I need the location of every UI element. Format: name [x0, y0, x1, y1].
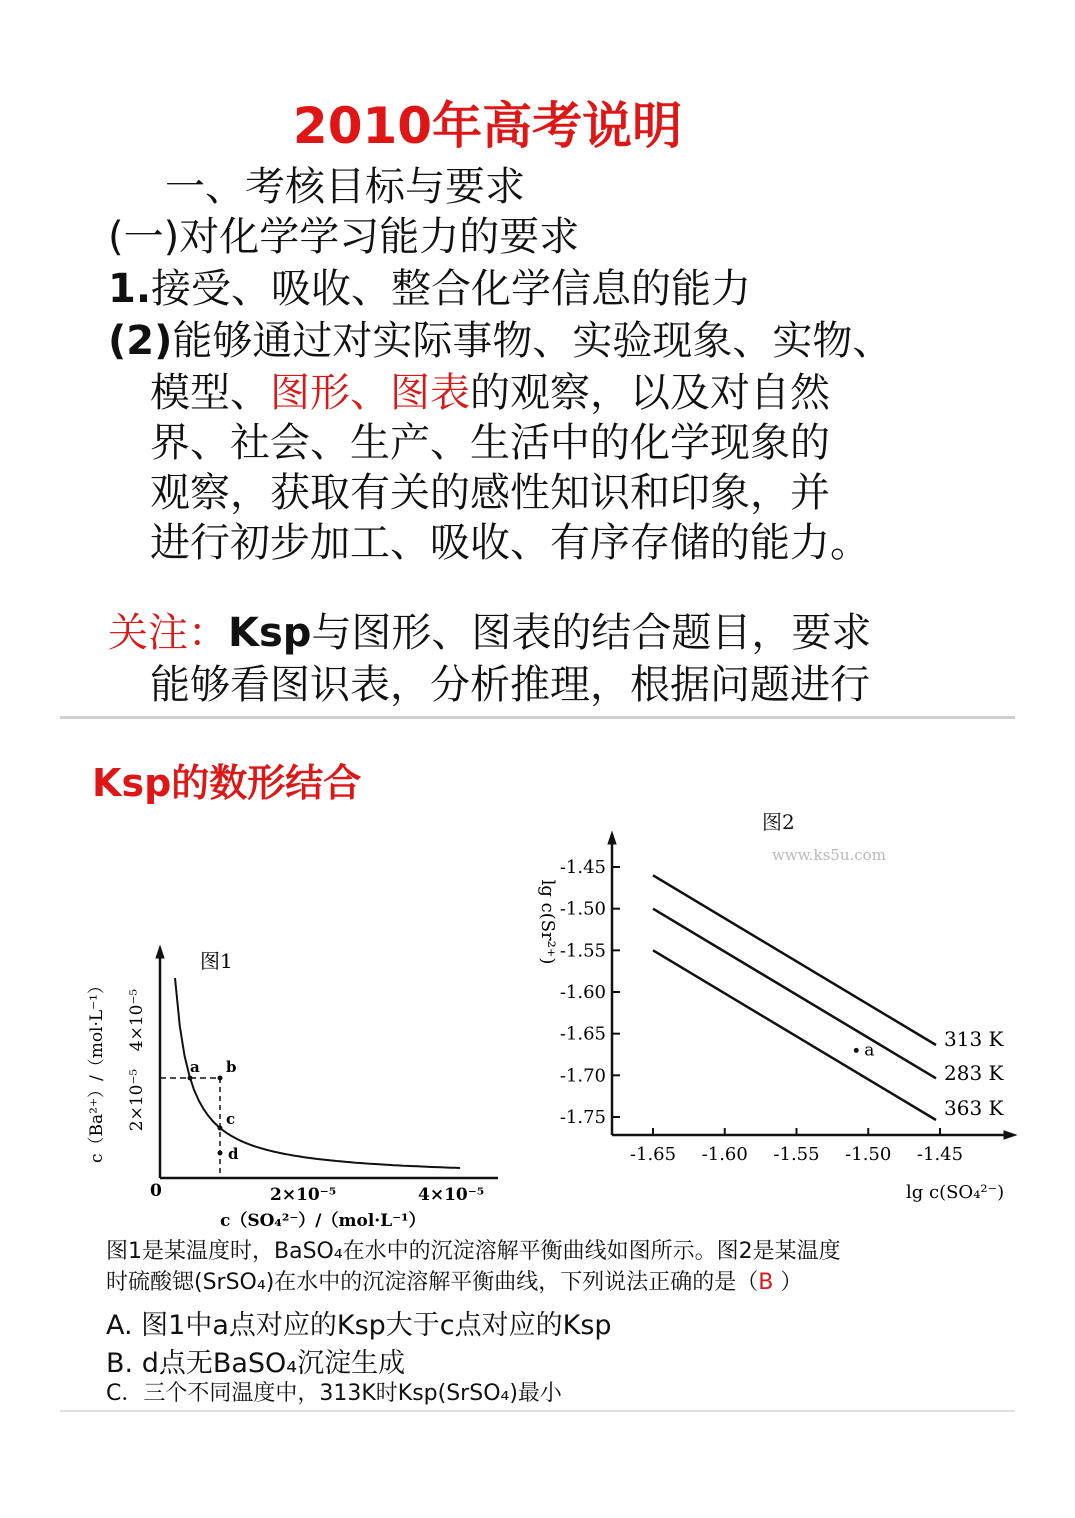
fig1-point-a	[188, 1076, 193, 1081]
fig2-x-arrow	[1004, 1131, 1016, 1139]
fig2-point-a	[854, 1048, 859, 1053]
fig1-point-d	[218, 1151, 223, 1156]
option-b: B. d点无BaSO₄沉淀生成	[106, 1348, 406, 1379]
fig1-point-label-b: b	[226, 1058, 237, 1076]
note-label: 关注：	[108, 610, 228, 656]
para-line2-b: 的观察，以及对自然	[470, 370, 830, 416]
para-line-5: 进行初步加工、吸收、有序存储的能力。	[150, 520, 870, 566]
fig1-point-label-a: a	[190, 1058, 200, 1076]
fig2-y-arrow	[608, 832, 616, 844]
fig1-point-c	[218, 1126, 223, 1131]
fig1-ytick-4: 4×10⁻⁵	[127, 988, 147, 1052]
fig2-series-label: 363 K	[944, 1096, 1004, 1120]
fig2-ytick-label: -1.75	[559, 1107, 606, 1128]
heading-ability-requirements	[108, 212, 579, 262]
fig2-ylabel: lg c(Sr²⁺)	[537, 879, 558, 965]
note-line-1	[108, 608, 871, 658]
para-line1-text: 能够通过对实际事物、实验现象、实物、	[172, 318, 893, 364]
fig1-label: 图1	[200, 949, 233, 973]
fig2-xtick-label: -1.60	[701, 1144, 748, 1165]
fig2-line-363k	[653, 950, 936, 1120]
fig2-watermark: www.ks5u.com	[772, 846, 886, 864]
figure1-chart	[80, 940, 520, 1240]
option-c: C．三个不同温度中，313K时Ksp(SrSO₄)最小	[106, 1381, 562, 1406]
fig2-ytick-label: -1.55	[559, 940, 606, 962]
fig2-point-label-a: a	[864, 1040, 875, 1061]
para-prefix: (2)	[108, 318, 173, 364]
para-line-2	[150, 368, 830, 418]
fig2-series-label: 313 K	[944, 1027, 1004, 1051]
fig2-ytick-label: -1.50	[559, 898, 606, 920]
heading3-text: 接受、吸收、整合化学信息的能力	[151, 266, 752, 312]
question-line2-a: 时硫酸锶(SrSO₄)在水中的沉淀溶解平衡曲线，下列说法正确的是（	[106, 1270, 759, 1295]
fig1-point-label-c: c	[226, 1110, 236, 1128]
fig1-point-b	[218, 1076, 223, 1081]
fig2-ytick-label: -1.70	[559, 1065, 606, 1087]
fig1-solubility-curve	[175, 978, 460, 1168]
question-line-1: 图1是某温度时，BaSO₄在水中的沉淀溶解平衡曲线如图所示。图2是某温度	[106, 1239, 841, 1264]
fig1-ytick-2: 2×10⁻⁵	[127, 1068, 147, 1132]
heading-info-ability	[108, 264, 751, 314]
slide2-title: Ksp的数形结合	[92, 761, 362, 805]
fig1-point-label-d: d	[228, 1145, 239, 1163]
slide1-title: 2010年高考说明	[292, 97, 683, 155]
fig2-xtick-label: -1.55	[773, 1144, 820, 1165]
question-line2-b: ）	[773, 1270, 803, 1295]
fig2-ticks-group	[560, 857, 963, 1165]
fig1-curve-group	[175, 978, 460, 1168]
heading2-text: (一)对化学学习能力的要求	[108, 214, 580, 260]
fig2-xlabel: lg c(SO₄²⁻)	[906, 1182, 1005, 1203]
fig2-lines-group	[653, 875, 1005, 1120]
question-answer: B	[758, 1270, 774, 1295]
fig2-xtick-label: -1.65	[629, 1144, 677, 1165]
para-line-4: 观察，获取有关的感性知识和印象，并	[150, 470, 830, 516]
option-a: A. 图1中a点对应的Ksp大于c点对应的Ksp	[106, 1310, 612, 1341]
fig2-ytick-label: -1.65	[559, 1023, 606, 1045]
fig2-ytick-label: -1.45	[559, 857, 606, 878]
fig1-xtick-0: 0	[150, 1181, 162, 1201]
para-line-3: 界、社会、生产、生活中的化学现象的	[150, 420, 830, 466]
fig1-y-arrow	[156, 946, 164, 958]
heading3-number: 1.	[108, 266, 152, 312]
fig2-ytick-label: -1.60	[559, 982, 606, 1003]
fig2-xtick-label: -1.45	[916, 1144, 964, 1165]
note-line1-rest: 与图形、图表的结合题目，要求	[311, 610, 872, 656]
fig1-ylabel: c（Ba²⁺）/（mol·L⁻¹）	[87, 977, 107, 1163]
fig1-points-group	[160, 1058, 239, 1178]
fig2-series-label: 283 K	[944, 1061, 1004, 1085]
fig1-xtick-4: 4×10⁻⁵	[418, 1185, 485, 1205]
figure2-chart	[520, 830, 1020, 1210]
para-line2-highlight: 图形、图表	[270, 370, 470, 416]
fig2-line-313k	[653, 875, 936, 1045]
fig1-xtick-2: 2×10⁻⁵	[270, 1185, 337, 1205]
slide-divider-bottom	[60, 1410, 1015, 1412]
para-line-1	[108, 316, 892, 366]
note-ksp: Ksp	[228, 610, 312, 656]
slide-divider-top	[60, 716, 1015, 719]
fig2-label-text: 图2	[762, 810, 795, 834]
note-line-2: 能够看图识表，分析推理，根据问题进行	[150, 662, 870, 708]
fig2-xtick-label: -1.50	[845, 1144, 892, 1165]
fig2-line-283k	[653, 909, 936, 1079]
heading-objectives: 一、考核目标与要求	[165, 164, 525, 210]
para-line2-a: 模型、	[150, 370, 270, 416]
fig1-xlabel: c（SO₄²⁻）/（mol·L⁻¹）	[220, 1211, 426, 1231]
question-line-2	[106, 1267, 802, 1298]
